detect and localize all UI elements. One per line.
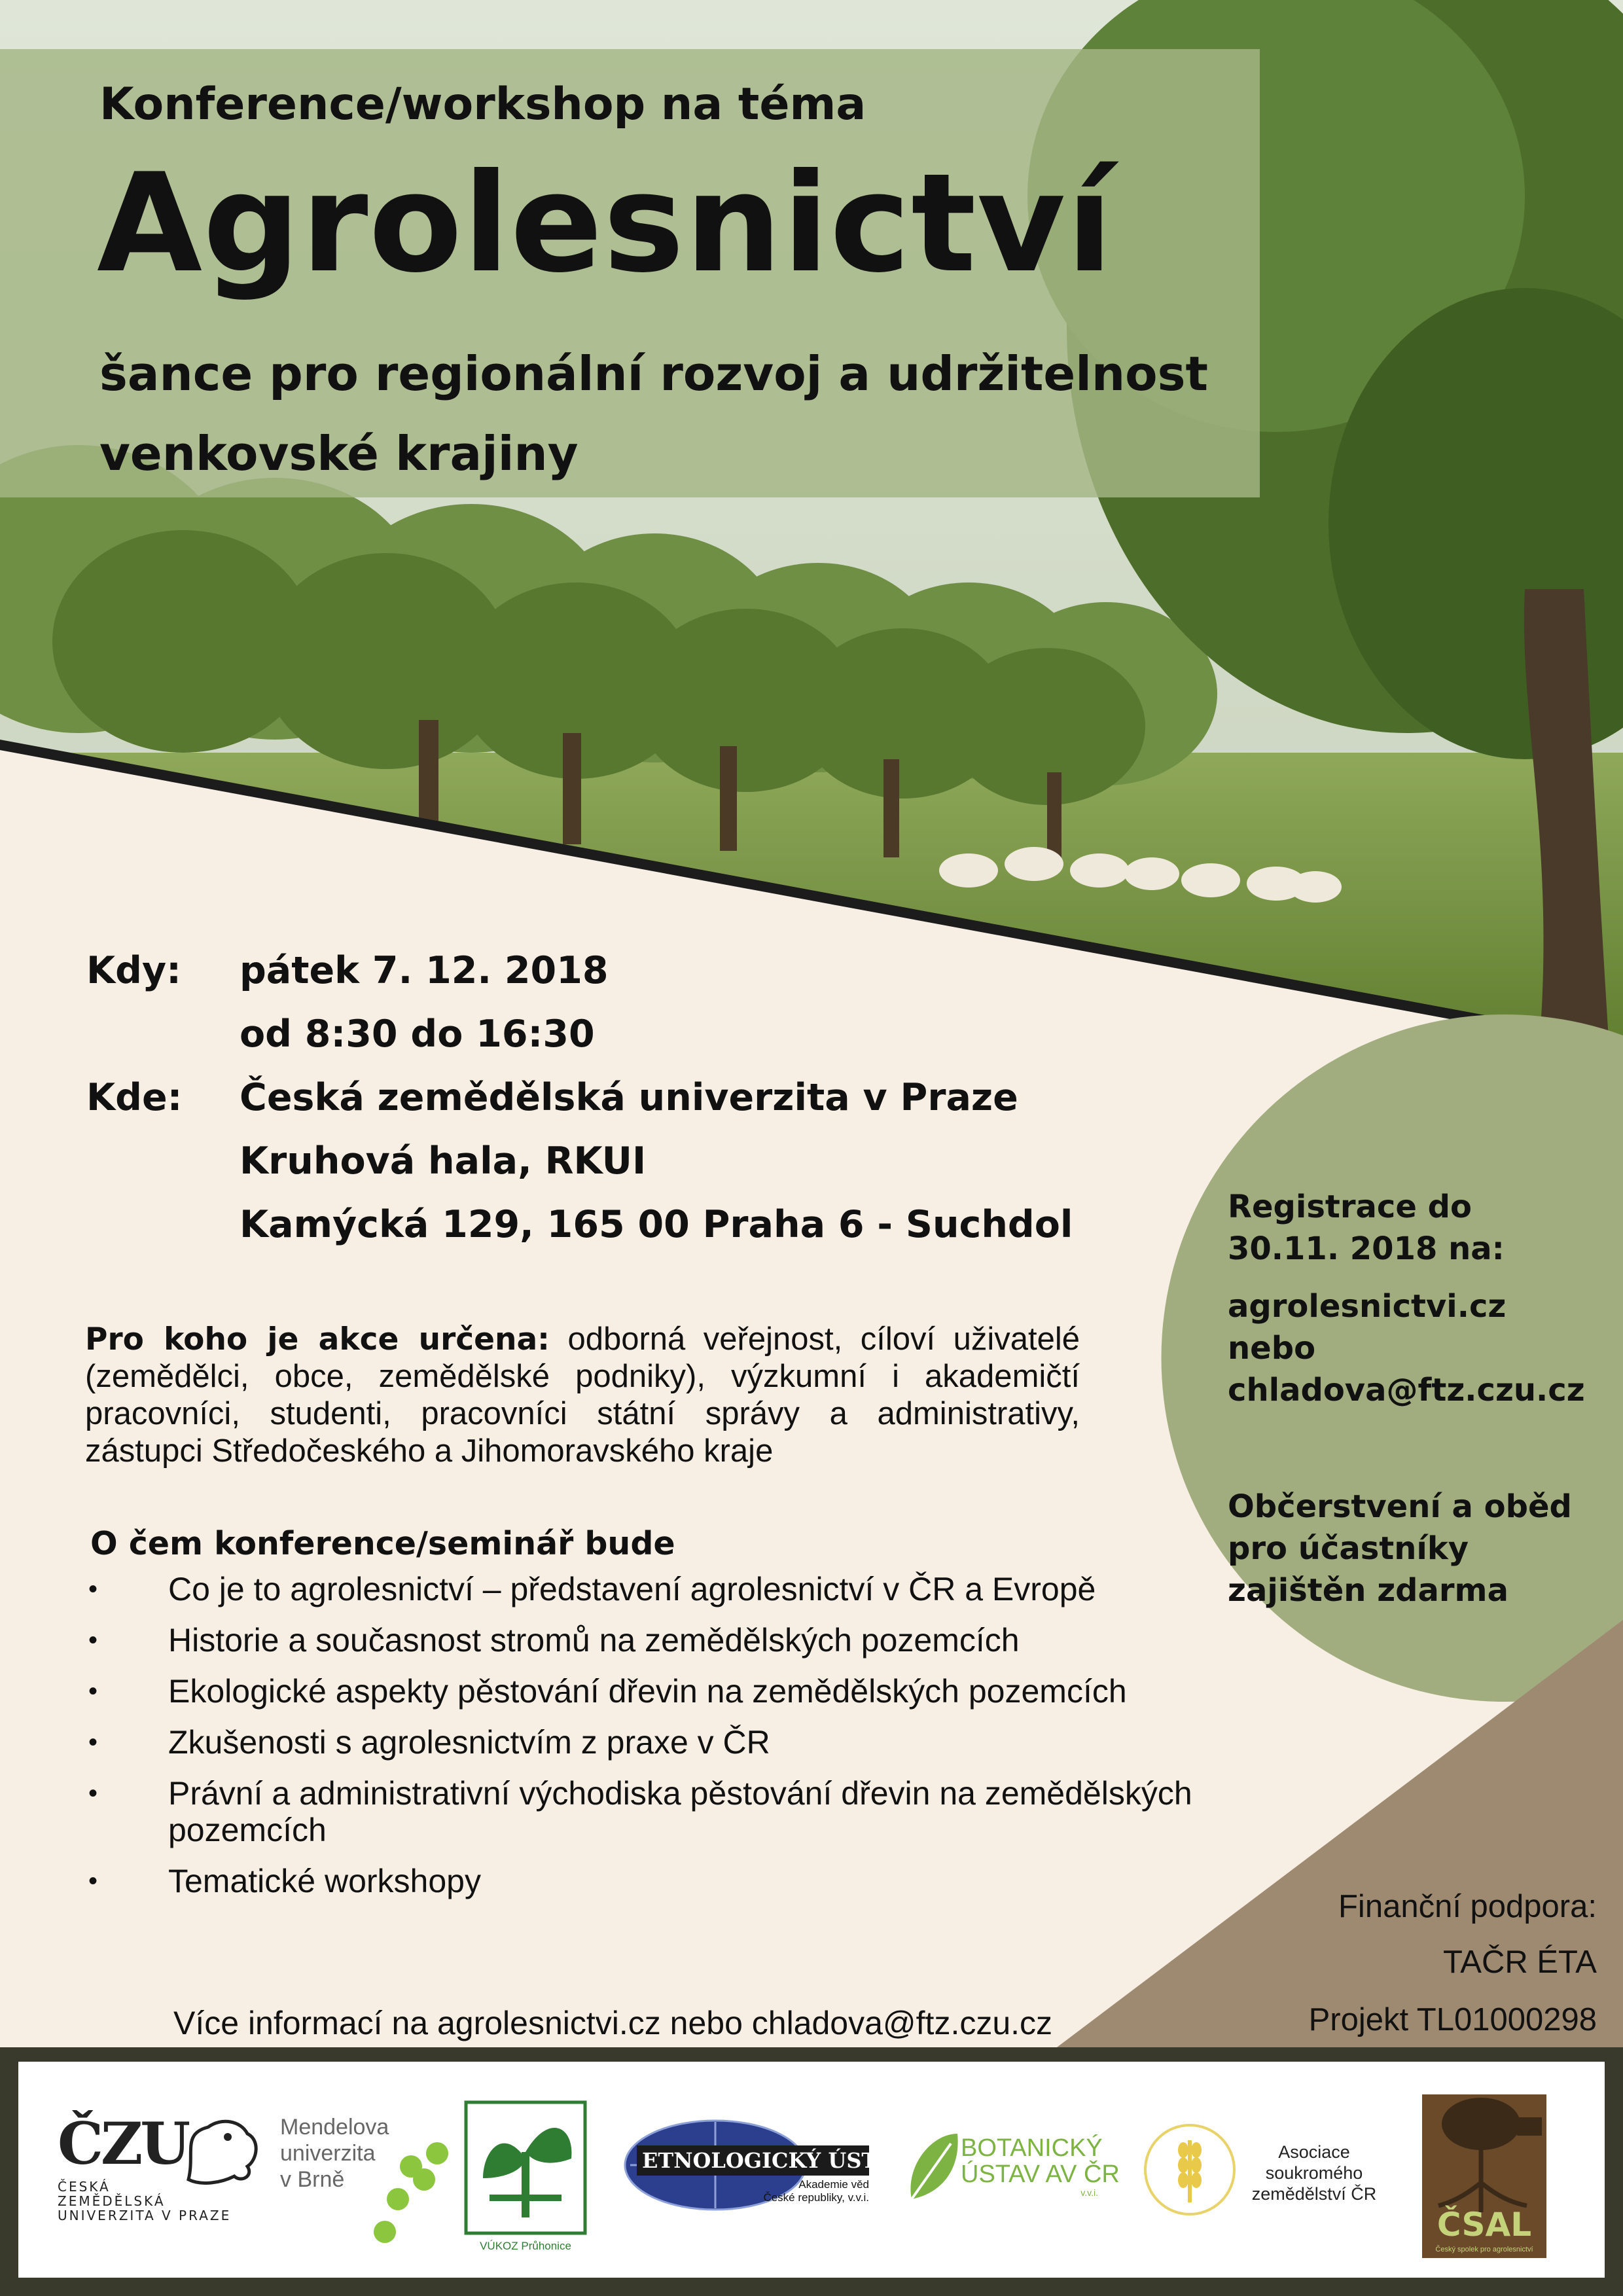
list-item: • Historie a současnost stromů na zemědělských pozemcích <box>82 1622 1234 1659</box>
registration-email-link[interactable]: chladova@ftz.czu.cz <box>1228 1372 1585 1408</box>
refreshments-line-1: Občerstvení a oběd <box>1228 1488 1572 1525</box>
event-date: pátek 7. 12. 2018 <box>240 949 609 992</box>
more-info-text: Více informací na agrolesnictvi.cz nebo chladova@ftz.czu.cz <box>173 2005 1053 2041</box>
czu-line-2: ZEMĚDĚLSKÁ <box>58 2193 166 2209</box>
when-label: Kdy: <box>86 949 181 992</box>
mendel-dots-icon <box>326 2127 450 2245</box>
audience-label: Pro koho je akce určena: <box>85 1321 550 1357</box>
etno-logo <box>624 2119 907 2224</box>
topics-heading: O čem konference/seminář bude <box>90 1525 675 1562</box>
etno-line-1: Akademie věd <box>798 2178 869 2191</box>
asz-line-2: soukromého <box>1265 2163 1363 2183</box>
wheat-icon <box>1141 2121 1239 2219</box>
registration-contacts <box>1228 1285 1585 1411</box>
mendel-logo <box>280 2114 450 2238</box>
tagline-line-1: šance pro regionální rozvoj a udržitelnost <box>99 346 1208 401</box>
event-time: od 8:30 do 16:30 <box>240 1013 595 1056</box>
registration-line-1: Registrace do <box>1228 1189 1472 1225</box>
funding-project: Projekt TL01000298 <box>1308 2002 1597 2037</box>
event-title: Agrolesnictví <box>97 145 1114 303</box>
audience-paragraph <box>85 1321 1080 1470</box>
lion-icon <box>175 2114 267 2186</box>
topics-list <box>82 1571 1234 1914</box>
venue-address: Kamýcká 129, 165 00 Praha 6 - Suchdol <box>240 1203 1073 1246</box>
asz-line-3: zemědělství ČR <box>1251 2184 1377 2204</box>
botanical-line-2: ÚSTAV AV ČR <box>961 2161 1120 2188</box>
czu-line-1: ČESKÁ <box>58 2179 111 2195</box>
funding-agency: TAČR ÉTA <box>1442 1945 1597 1980</box>
list-item: • Tematické workshopy <box>82 1863 1234 1899</box>
czu-mark: ČZU <box>58 2109 188 2178</box>
where-label: Kde: <box>86 1076 183 1119</box>
czu-logo <box>58 2109 267 2232</box>
list-item: • Co je to agrolesnictví – představení agrolesnictví v ČR a Evropě <box>82 1571 1234 1607</box>
botanical-line-3: v.v.i. <box>1080 2187 1098 2198</box>
venue-line-2: Kruhová hala, RKUI <box>240 1139 647 1183</box>
refreshments-line-2: pro účastníky <box>1228 1530 1469 1567</box>
mendel-line-3: v Brně <box>280 2167 345 2192</box>
csal-logo <box>1419 2091 1550 2261</box>
list-item: • Ekologické aspekty pěstování dřevin na zemědělských pozemcích <box>82 1673 1234 1710</box>
vukoz-logo <box>463 2100 588 2257</box>
etno-name: ETNOLOGICKÝ ÚSTAV <box>642 2148 907 2173</box>
botanical-logo <box>905 2127 1120 2219</box>
registration-website-link[interactable]: agrolesnictvi.cz <box>1228 1288 1507 1325</box>
list-item: • Právní a administrativní východiska pěstování dřevin na zemědělských pozemcích <box>82 1775 1234 1848</box>
refreshments-note <box>1228 1486 1572 1611</box>
venue-line-1: Česká zemědělská univerzita v Praze <box>240 1076 1018 1119</box>
etno-line-2: České republiky, v.v.i. <box>763 2191 869 2204</box>
refreshments-line-3: zajištěn zdarma <box>1228 1572 1508 1609</box>
asz-line-1: Asociace <box>1278 2142 1350 2162</box>
registration-block <box>1228 1186 1505 1270</box>
registration-deadline: 30.11. 2018 na: <box>1228 1230 1505 1267</box>
czu-line-3: UNIVERZITA V PRAZE <box>58 2208 232 2223</box>
registration-or: nebo <box>1228 1330 1316 1367</box>
csal-caption: Český spolek pro agrolesnictví <box>1435 2246 1533 2253</box>
audience-text: odborná veřejnost, cíloví uživatelé (zemědělci, obce, zemědělské podniky), výzkumní i akademičtí pracovníci, studenti, pracovníci státní správy a administrativy, zástupci Středočeského a Jihomoravského kraje <box>85 1321 1080 1469</box>
mendel-line-2: univerzita <box>280 2141 376 2166</box>
mendel-line-1: Mendelova <box>280 2115 389 2140</box>
leaf-icon <box>905 2127 964 2206</box>
tagline-line-2: venkovské krajiny <box>99 426 579 481</box>
list-item: • Zkušenosti s agrolesnictvím z praxe v ČR <box>82 1724 1234 1761</box>
csal-name: ČSAL <box>1436 2206 1532 2244</box>
partner-logos <box>18 2062 1605 2278</box>
botanical-line-1: BOTANICKÝ <box>961 2134 1103 2162</box>
plant-icon <box>463 2100 588 2237</box>
funding-label: Finanční podpora: <box>1338 1889 1597 1924</box>
vukoz-caption: VÚKOZ Průhonice <box>480 2240 571 2252</box>
event-subtitle: Konference/workshop na téma <box>99 79 866 130</box>
asz-logo <box>1141 2121 1389 2225</box>
